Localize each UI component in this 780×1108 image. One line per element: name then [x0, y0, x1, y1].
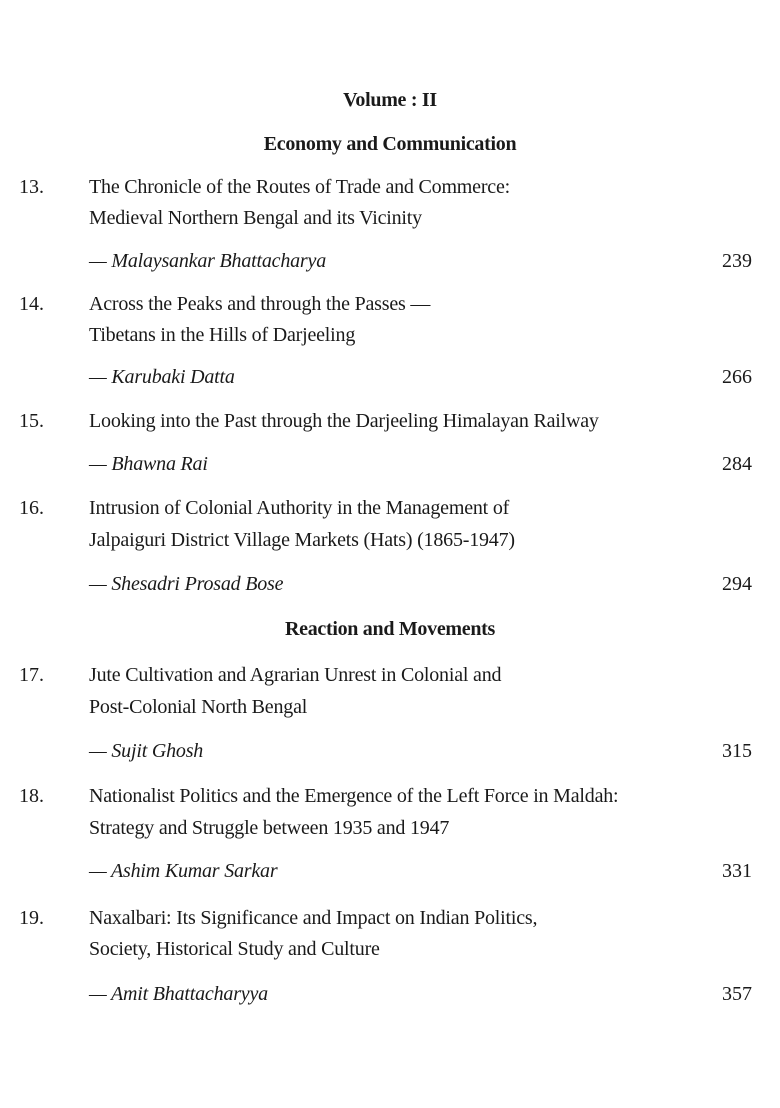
entry-author: — Sujit Ghosh	[89, 740, 204, 762]
entry-title-line: Medieval Northern Bengal and its Vicinity	[89, 207, 422, 229]
entry-number: 19.	[19, 907, 44, 929]
entry-title-line: Naxalbari: Its Significance and Impact on Indian Politics,	[89, 907, 538, 929]
entry-title-line: Jalpaiguri District Village Markets (Hats) (1865-1947)	[89, 529, 515, 551]
entry-title-line: Tibetans in the Hills of Darjeeling	[89, 324, 356, 346]
entry-title-line: Intrusion of Colonial Authority in the Management of	[89, 497, 510, 519]
entry-title-line: The Chronicle of the Routes of Trade and Commerce:	[89, 176, 511, 198]
entry-title-line: Looking into the Past through the Darjeeling Himalayan Railway	[89, 410, 599, 432]
section-title-reaction: Reaction and Movements	[284, 618, 496, 640]
entry-author: — Malaysankar Bhattacharya	[89, 250, 326, 272]
entry-page-number: 266	[722, 366, 752, 388]
entry-page-number: 357	[722, 983, 752, 1005]
volume-title: Volume : II	[343, 89, 437, 111]
entry-page-number: 284	[722, 453, 752, 475]
entry-title-line: Strategy and Struggle between 1935 and 1947	[89, 817, 450, 839]
entry-author: — Ashim Kumar Sarkar	[89, 860, 278, 882]
entry-number: 16.	[19, 497, 44, 519]
section-title-economy: Economy and Communication	[263, 133, 517, 155]
entry-title-line: Nationalist Politics and the Emergence of the Left Force in Maldah:	[89, 785, 619, 807]
entry-author: — Amit Bhattacharyya	[89, 983, 268, 1005]
entry-number: 15.	[19, 410, 44, 432]
entry-page-number: 315	[722, 740, 752, 762]
entry-title-line: Across the Peaks and through the Passes —	[89, 293, 431, 315]
entry-title-line: Post-Colonial North Bengal	[89, 696, 308, 718]
entry-page-number: 294	[722, 573, 752, 595]
entry-title-line: Society, Historical Study and Culture	[89, 938, 380, 960]
entry-number: 18.	[19, 785, 44, 807]
entry-title-line: Jute Cultivation and Agrarian Unrest in Colonial and	[89, 664, 502, 686]
entry-author: — Karubaki Datta	[89, 366, 235, 388]
entry-number: 14.	[19, 293, 44, 315]
entry-number: 17.	[19, 664, 44, 686]
entry-number: 13.	[19, 176, 44, 198]
entry-author: — Bhawna Rai	[89, 453, 208, 475]
entry-page-number: 331	[722, 860, 752, 882]
entry-page-number: 239	[722, 250, 752, 272]
entry-author: — Shesadri Prosad Bose	[89, 573, 284, 595]
